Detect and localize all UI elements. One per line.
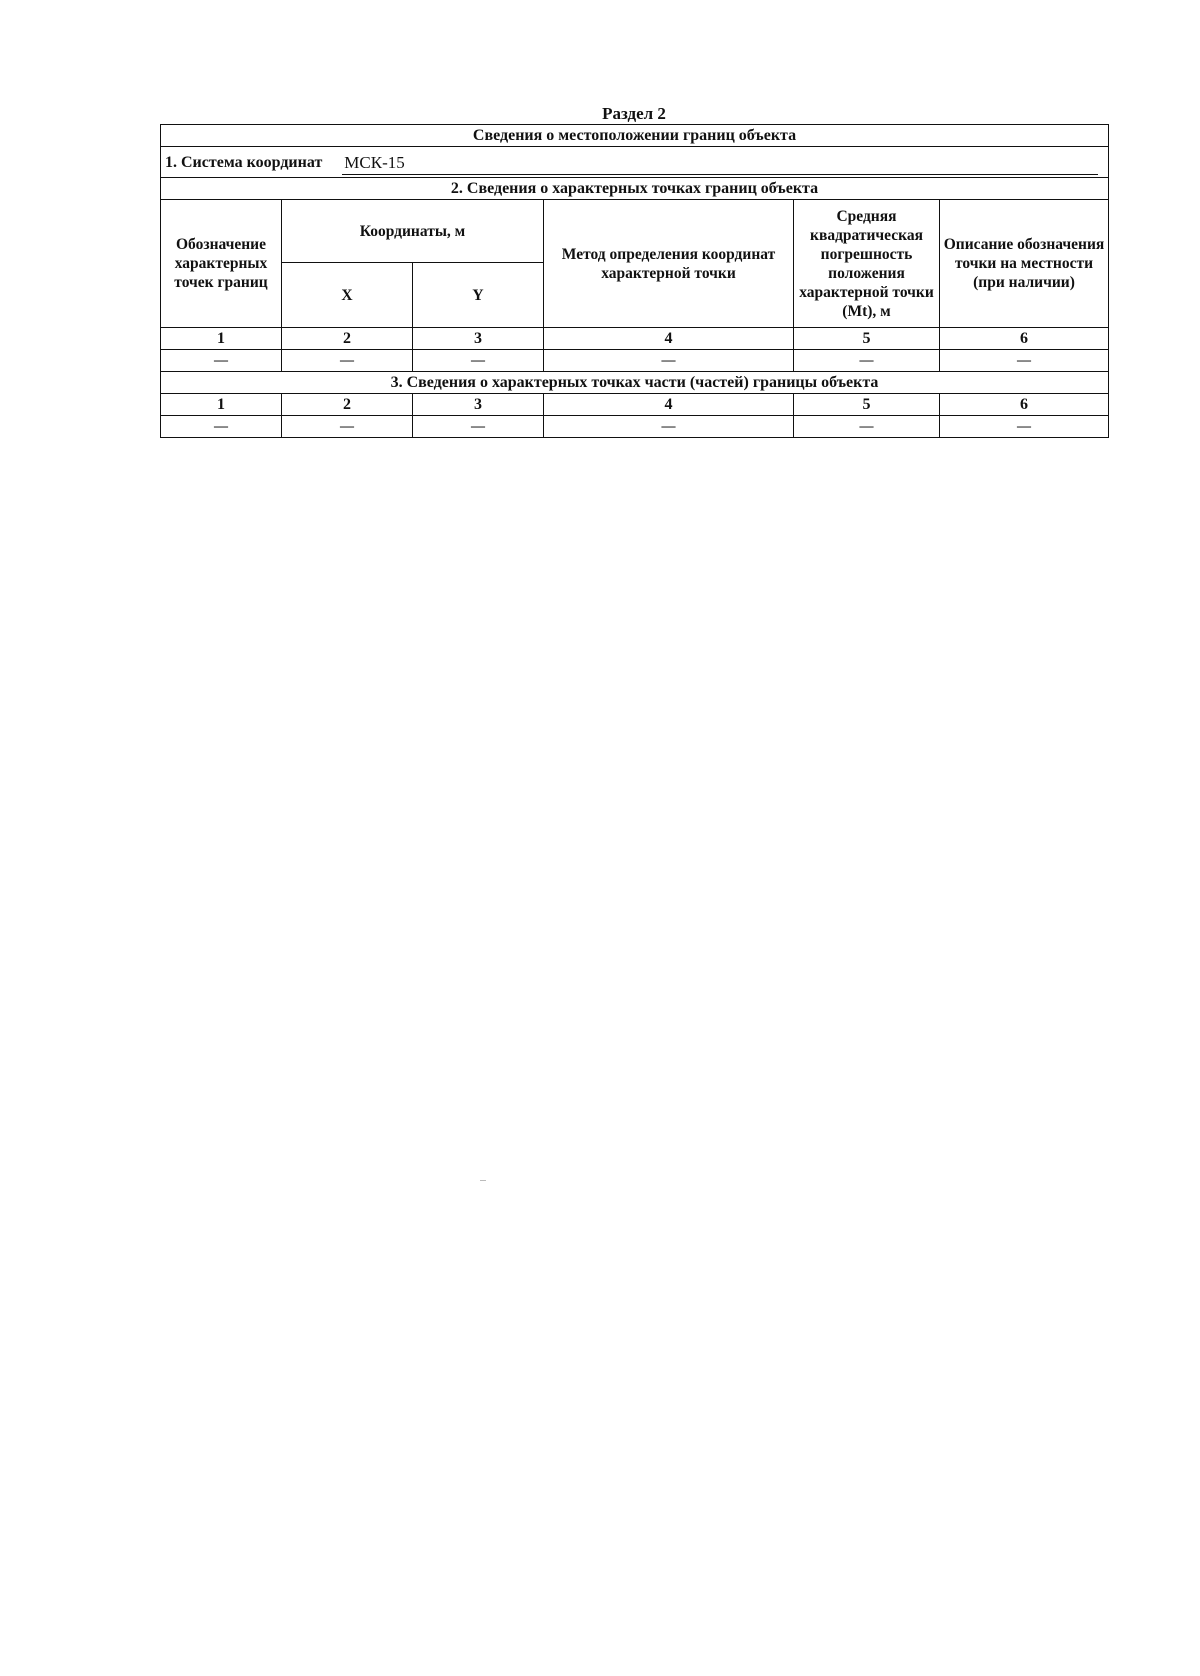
col-number: 4 — [544, 328, 794, 350]
col-number: 2 — [282, 328, 413, 350]
empty-cell: — — [544, 416, 794, 438]
col-number: 3 — [413, 328, 544, 350]
empty-cell: — — [544, 350, 794, 372]
scan-speck — [480, 1180, 486, 1181]
subsection3-title: 3. Сведения о характерных точках части (частей) границы объекта — [161, 372, 1109, 394]
column-numbers-row — [161, 394, 1109, 416]
col-y-header: Y — [413, 263, 544, 328]
col-number: 3 — [413, 394, 544, 416]
col-description-header: Описание обозначения точки на местности (при наличии) — [940, 200, 1109, 328]
col-number: 6 — [940, 394, 1109, 416]
col-error-header: Средняя квадратическая погрешность положения характерной точки (Mt), м — [794, 200, 940, 328]
col-coordinates-header: Координаты, м — [282, 200, 544, 263]
coordinate-system-row — [161, 147, 1109, 178]
col-number: 5 — [794, 328, 940, 350]
empty-cell: — — [161, 350, 282, 372]
boundary-table — [160, 124, 1109, 438]
col-designation-header: Обозначение характерных точек границ — [161, 200, 282, 328]
empty-cell: — — [413, 416, 544, 438]
col-number: 4 — [544, 394, 794, 416]
col-x-header: X — [282, 263, 413, 328]
section-label: Раздел 2 — [602, 104, 666, 123]
empty-cell: — — [282, 350, 413, 372]
table-row — [161, 350, 1109, 372]
subsection2-title: 2. Сведения о характерных точках границ объекта — [161, 178, 1109, 200]
col-method-header: Метод определения координат характерной точки — [544, 200, 794, 328]
table-row — [161, 416, 1109, 438]
coordinate-system-value: МСК-15 — [342, 153, 1098, 175]
main-title: Сведения о местоположении границ объекта — [161, 125, 1109, 147]
col-number: 2 — [282, 394, 413, 416]
col-number: 5 — [794, 394, 940, 416]
empty-cell: — — [940, 350, 1109, 372]
column-numbers-row — [161, 328, 1109, 350]
empty-cell: — — [413, 350, 544, 372]
empty-cell: — — [794, 350, 940, 372]
coordinate-system-label: 1. Система координат — [165, 154, 323, 171]
col-number: 6 — [940, 328, 1109, 350]
col-number: 1 — [161, 328, 282, 350]
empty-cell: — — [282, 416, 413, 438]
empty-cell: — — [794, 416, 940, 438]
empty-cell: — — [161, 416, 282, 438]
col-number: 1 — [161, 394, 282, 416]
empty-cell: — — [940, 416, 1109, 438]
